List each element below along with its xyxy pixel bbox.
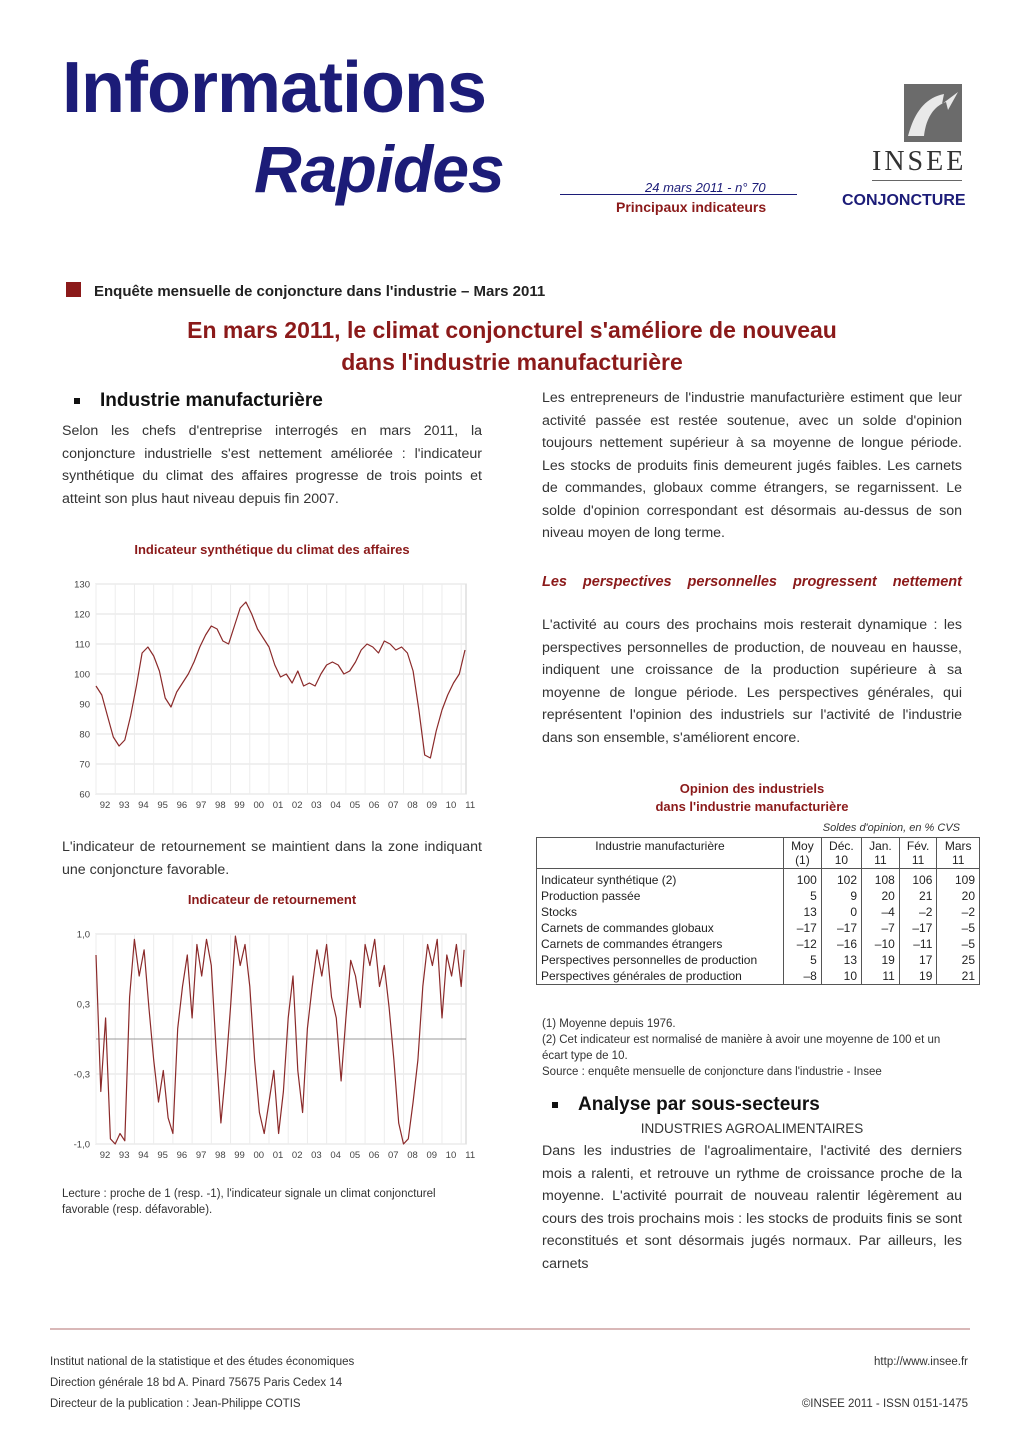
subsector-heading: INDUSTRIES AGROALIMENTAIRES: [640, 1121, 864, 1136]
cell: 20: [937, 888, 980, 904]
table-notes: [542, 1016, 962, 1080]
y-tick-label: 80: [79, 729, 90, 741]
x-tick-label: 00: [253, 1150, 265, 1161]
x-tick-label: 11: [465, 800, 476, 811]
cell: –10: [862, 936, 900, 952]
publisher-name: INSEE: [872, 146, 967, 177]
masthead-title: Informations: [62, 48, 487, 128]
x-tick-label: 92: [99, 1150, 111, 1161]
cell: 19: [899, 968, 937, 985]
cell: –7: [862, 920, 900, 936]
subheading-perspectives: Les perspectives personnelles progressent nettement: [542, 574, 962, 590]
plot-area: [96, 584, 466, 794]
survey-title: Enquête mensuelle de conjoncture dans l'industrie – Mars 2011: [94, 283, 546, 300]
x-tick-label: 98: [215, 1150, 226, 1161]
cell: 108: [862, 869, 900, 889]
cell: 109: [937, 869, 980, 889]
col-header-line: 11: [911, 853, 925, 867]
table-source: Source : enquête mensuelle de conjoncture dans l'industrie - Insee: [542, 1066, 882, 1078]
col-header: [821, 838, 861, 869]
row-label: Perspectives personnelles de production: [541, 953, 758, 967]
table-note-2: (2) Cet indicateur est normalisé de manière à avoir une moyenne de 100 et un écart type de 10.: [542, 1034, 941, 1062]
col-header-line: (1): [795, 853, 810, 867]
x-tick-label: 11: [465, 1150, 476, 1161]
col-header-line: Jan.: [869, 839, 892, 853]
col-header-line: 10: [834, 853, 849, 867]
col-header: [899, 838, 937, 869]
x-tick-label: 08: [407, 800, 418, 811]
cell: 21: [937, 968, 980, 985]
table-title-line-1: Opinion des industriels: [679, 781, 825, 796]
cell: 25: [937, 952, 980, 968]
table-note-1: (1) Moyenne depuis 1976.: [542, 1018, 676, 1030]
section-title-text: Analyse par sous-secteurs: [578, 1094, 820, 1115]
table-row: [537, 920, 980, 936]
square-bullet-icon: [66, 282, 81, 297]
right-paragraph-1: Les entrepreneurs de l'industrie manufacturière estiment que leur activité passée est restée soutenue, avec un solde d'opinion toujours nettement supérieur à sa moyenne de longue période. Les stocks de produits finis demeurent jugés faibles. Les carnets de commandes, globaux comme étrangers, se regarnissent. Le solde d'opinion correspondant est désormais au-dessus de son niveau moyen de long terme.: [542, 390, 962, 541]
x-tick-label: 09: [426, 800, 438, 811]
right-paragraph-2: L'activité au cours des prochains mois resterait dynamique : les perspectives personnelles de production, de nouveau en hausse, indiquent une croissance de la production supérieure à sa moyenne de longue période. Les perspectives générales, qui représentent l'opinion des industriels sur l'activité de l'industrie dans son ensemble, s'améliorent encore.: [542, 617, 962, 746]
x-tick-label: 07: [388, 1150, 399, 1161]
section-title-manufacturing: [74, 390, 323, 412]
cell: 10: [821, 968, 861, 985]
cell: 20: [862, 888, 900, 904]
y-tick-label: -1,0: [73, 1139, 90, 1151]
table-title-line-2: dans l'industrie manufacturière: [655, 799, 849, 814]
chart2-title: Indicateur de retournement: [187, 892, 357, 907]
table-row: [537, 869, 980, 889]
row-label: Production passée: [541, 889, 641, 903]
x-tick-label: 96: [176, 1150, 188, 1161]
x-tick-label: 01: [272, 1150, 284, 1161]
y-tick-label: -0,3: [73, 1069, 90, 1081]
y-tick-label: 1,0: [76, 929, 90, 941]
x-tick-label: 03: [311, 800, 322, 811]
x-tick-label: 97: [195, 1150, 207, 1161]
col-header-line: Moy: [791, 839, 814, 853]
col-header: [784, 838, 822, 869]
cell: 0: [821, 904, 861, 920]
y-tick-label: 120: [74, 609, 90, 621]
cell: –5: [937, 936, 980, 952]
x-tick-label: 04: [330, 800, 341, 811]
chart1-title: Indicateur synthétique du climat des affaires: [134, 542, 410, 557]
footer-rule: [50, 1328, 970, 1330]
footer-institute: Institut national de la statistique et des études économiques: [50, 1356, 355, 1368]
table-header-label: Industrie manufacturière: [537, 838, 784, 869]
x-tick-label: 05: [349, 800, 361, 811]
cell: –2: [899, 904, 937, 920]
table-row: [537, 936, 980, 952]
intro-paragraph: Selon les chefs d'entreprise interrogés en mars 2011, la conjoncture industrielle s'est nettement améliorée : l'indicateur synthétique du climat des affaires progresse de trois points et atteint son plus haut niveau depuis fin 2007.: [62, 423, 482, 507]
x-tick-label: 94: [138, 800, 149, 811]
x-tick-label: 01: [272, 800, 284, 811]
cell: 19: [862, 952, 900, 968]
section-title-subsectors: [552, 1094, 820, 1116]
x-tick-label: 97: [195, 800, 207, 811]
x-tick-label: 99: [234, 800, 245, 811]
cell: 17: [899, 952, 937, 968]
table-row: [537, 904, 980, 920]
y-tick-label: 90: [79, 699, 90, 711]
cell: 100: [784, 869, 822, 889]
table-unit: Soldes d'opinion, en % CVS: [822, 822, 960, 834]
x-tick-label: 93: [118, 1150, 130, 1161]
x-tick-label: 94: [138, 1150, 149, 1161]
cell: 13: [821, 952, 861, 968]
y-tick-label: 70: [79, 759, 90, 771]
col-header-line: Mars: [944, 839, 972, 853]
x-tick-label: 02: [291, 1150, 303, 1161]
cell: –12: [784, 936, 822, 952]
reversal-paragraph: L'indicateur de retournement se maintient dans la zone indiquant une conjoncture favorable.: [62, 839, 482, 878]
x-tick-label: 03: [311, 1150, 322, 1161]
cell: 11: [862, 968, 900, 985]
x-tick-label: 08: [407, 1150, 418, 1161]
x-tick-label: 99: [234, 1150, 245, 1161]
business-climate-chart: [62, 572, 476, 820]
row-label: Indicateur synthétique (2): [541, 873, 677, 887]
cell: –2: [937, 904, 980, 920]
cell: –17: [784, 920, 822, 936]
x-tick-label: 95: [157, 800, 168, 811]
y-tick-label: 130: [74, 579, 90, 591]
footer-url[interactable]: http://www.insee.fr: [874, 1356, 968, 1368]
table-title: [542, 780, 962, 816]
headline-line-1: En mars 2011, le climat conjoncturel s'améliore de nouveau: [187, 317, 837, 343]
col-header-line: Déc.: [829, 839, 854, 853]
cell: –8: [784, 968, 822, 985]
x-tick-label: 06: [368, 1150, 380, 1161]
insee-logo-icon: [904, 84, 962, 142]
cell: 5: [784, 888, 822, 904]
cell: 9: [821, 888, 861, 904]
cell: –16: [821, 936, 861, 952]
publisher-rule: [872, 180, 962, 181]
cell: 21: [899, 888, 937, 904]
masthead-subtitle: Rapides: [254, 132, 504, 206]
headline: [60, 314, 964, 378]
table-row: [537, 952, 980, 968]
row-label: Carnets de commandes globaux: [541, 921, 714, 935]
bullet-icon: [74, 398, 80, 404]
table-row: [537, 968, 980, 985]
x-tick-label: 00: [253, 800, 265, 811]
right-paragraph-3: Dans les industries de l'agroalimentaire, l'activité des derniers mois a ralenti, et retrouve un rythme de croissance proche de la moyenne. L'activité pourrait de nouveau ralentir légèrement au cours des trois prochains mois : les stocks de produits finis se sont reconstitués et sont désormais jugés normaux. Par ailleurs, les carnets: [542, 1143, 962, 1272]
row-label: Perspectives générales de production: [541, 969, 742, 983]
footer-copyright: ©INSEE 2011 - ISSN 0151-1475: [801, 1398, 968, 1410]
col-header: [862, 838, 900, 869]
y-tick-label: 0,3: [76, 999, 90, 1011]
x-tick-label: 06: [368, 800, 380, 811]
cell: 102: [821, 869, 861, 889]
x-tick-label: 09: [426, 1150, 438, 1161]
cell: 106: [899, 869, 937, 889]
x-tick-label: 07: [388, 800, 399, 811]
y-tick-label: 60: [79, 789, 90, 801]
cell: 5: [784, 952, 822, 968]
row-label: Carnets de commandes étrangers: [541, 937, 723, 951]
x-tick-label: 98: [215, 800, 226, 811]
footer-director: Directeur de la publication : Jean-Philippe COTIS: [50, 1398, 301, 1410]
bullet-icon: [552, 1102, 558, 1108]
cell: –4: [862, 904, 900, 920]
headline-line-2: dans l'industrie manufacturière: [341, 349, 683, 375]
reading-note: Lecture : proche de 1 (resp. -1), l'indicateur signale un climat conjoncturel favorable (resp. défavorable).: [62, 1188, 436, 1216]
cell: –17: [821, 920, 861, 936]
col-header-line: Fév.: [906, 839, 930, 853]
x-tick-label: 02: [291, 800, 303, 811]
x-tick-label: 95: [157, 1150, 168, 1161]
cell: –11: [899, 936, 937, 952]
x-tick-label: 93: [118, 800, 130, 811]
series-name: CONJONCTURE: [842, 192, 966, 209]
footer-address: Direction générale 18 bd A. Pinard 75675 Paris Cedex 14: [50, 1377, 343, 1389]
cell: –5: [937, 920, 980, 936]
table-header-row: [537, 838, 980, 869]
cell: 13: [784, 904, 822, 920]
x-tick-label: 10: [445, 1150, 457, 1161]
col-header-line: 11: [874, 853, 887, 867]
col-header: [937, 838, 980, 869]
section-title-text: Industrie manufacturière: [100, 390, 323, 411]
x-tick-label: 10: [445, 800, 457, 811]
x-tick-label: 92: [99, 800, 111, 811]
row-label: Stocks: [541, 905, 578, 919]
issue-category: Principaux indicateurs: [616, 199, 767, 215]
cell: –17: [899, 920, 937, 936]
x-tick-label: 04: [330, 1150, 341, 1161]
table-row: [537, 888, 980, 904]
reversal-indicator-chart: [62, 922, 476, 1170]
col-header-line: 11: [951, 853, 965, 867]
issue-number: 24 mars 2011 - n° 70: [645, 180, 766, 195]
y-tick-label: 110: [74, 639, 90, 651]
x-tick-label: 05: [349, 1150, 361, 1161]
opinion-table: [536, 837, 980, 985]
x-tick-label: 96: [176, 800, 188, 811]
y-tick-label: 100: [74, 669, 90, 681]
